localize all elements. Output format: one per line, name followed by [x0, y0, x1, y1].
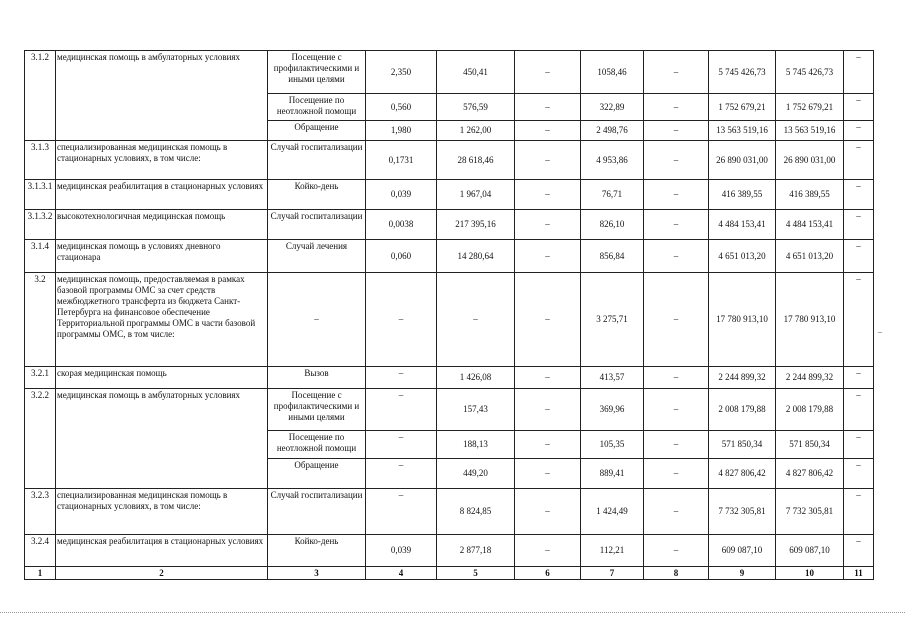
cell-c11: –	[844, 121, 874, 141]
table-row	[25, 141, 874, 180]
row-unit: Случай госпитализации	[268, 141, 366, 180]
cell-c10: 4 484 153,41	[776, 210, 844, 240]
cell-c4: –	[366, 459, 437, 489]
table-row	[25, 367, 874, 389]
cell-c4: 1,980	[366, 121, 437, 141]
cell-c6: –	[515, 121, 581, 141]
cell-c8: –	[644, 459, 709, 489]
row-unit: –	[268, 273, 366, 367]
row-unit: Случай госпитализации	[268, 210, 366, 240]
cell-c11: –	[844, 535, 874, 567]
cell-c5: 1 426,08	[437, 367, 515, 389]
row-number: 3.2.4	[25, 535, 56, 567]
cell-c4: –	[366, 431, 437, 459]
cell-c5: 157,43	[437, 389, 515, 431]
cell-c10: 4 651 013,20	[776, 240, 844, 273]
row-number: 3.2.2	[25, 389, 56, 489]
row-unit: Койко-день	[268, 180, 366, 210]
cell-c11: –	[844, 210, 874, 240]
cell-c10: 4 827 806,42	[776, 459, 844, 489]
cell-c8: –	[644, 273, 709, 367]
cell-c10: 571 850,34	[776, 431, 844, 459]
cell-c8: –	[644, 389, 709, 431]
cell-c9: 7 732 305,81	[709, 489, 776, 535]
cell-c5: 449,20	[437, 459, 515, 489]
cell-c4: 0,1731	[366, 141, 437, 180]
cell-c9: 26 890 031,00	[709, 141, 776, 180]
row-unit: Случай лечения	[268, 240, 366, 273]
cell-c5: –	[437, 273, 515, 367]
column-number: 3	[268, 567, 366, 580]
cell-c11: –	[844, 431, 874, 459]
cell-c7: 2 498,76	[581, 121, 644, 141]
cell-c7: 856,84	[581, 240, 644, 273]
table-row	[25, 240, 874, 273]
cell-c4: –	[366, 489, 437, 535]
row-name: медицинская реабилитация в стационарных условиях	[56, 535, 268, 567]
cell-c7: 826,10	[581, 210, 644, 240]
cell-c6: –	[515, 459, 581, 489]
cell-c8: –	[644, 180, 709, 210]
table-row	[25, 180, 874, 210]
column-number: 9	[709, 567, 776, 580]
cell-c4: 2,350	[366, 51, 437, 94]
cell-c6: –	[515, 180, 581, 210]
row-name: медицинская помощь в амбулаторных условиях	[56, 389, 268, 489]
cell-c4: –	[366, 367, 437, 389]
cell-c5: 217 395,16	[437, 210, 515, 240]
cell-c4: 0,0038	[366, 210, 437, 240]
cell-c5: 188,13	[437, 431, 515, 459]
row-unit: Посещение по неотложной помощи	[268, 94, 366, 121]
cell-c9: 416 389,55	[709, 180, 776, 210]
row-unit: Обращение	[268, 459, 366, 489]
row-unit: Вызов	[268, 367, 366, 389]
row-name: высокотехнологичная медицинская помощь	[56, 210, 268, 240]
row-number: 3.2	[25, 273, 56, 367]
cell-c7: 112,21	[581, 535, 644, 567]
cell-c11: –	[844, 389, 874, 431]
table-row	[25, 51, 874, 94]
cell-c4: 0,560	[366, 94, 437, 121]
cell-c6: –	[515, 489, 581, 535]
cell-c10: 7 732 305,81	[776, 489, 844, 535]
cell-c7: 369,96	[581, 389, 644, 431]
cell-c9: 4 484 153,41	[709, 210, 776, 240]
row-number: 3.1.4	[25, 240, 56, 273]
cell-c9: 609 087,10	[709, 535, 776, 567]
data-table	[24, 50, 874, 580]
cell-c11: –	[844, 141, 874, 180]
cell-c6: –	[515, 94, 581, 121]
cell-c9: 2 008 179,88	[709, 389, 776, 431]
cell-c8: –	[644, 240, 709, 273]
cell-c7: 322,89	[581, 94, 644, 121]
row-unit: Случай госпитализации	[268, 489, 366, 535]
row-name: медицинская помощь в условиях дневного стационара	[56, 240, 268, 273]
cell-c6: –	[515, 240, 581, 273]
cell-c5: 28 618,46	[437, 141, 515, 180]
cell-c6: –	[515, 273, 581, 367]
cell-c10: 2 008 179,88	[776, 389, 844, 431]
column-number: 11	[844, 567, 874, 580]
row-number: 3.2.3	[25, 489, 56, 535]
cell-c8: –	[644, 431, 709, 459]
cell-c10: 26 890 031,00	[776, 141, 844, 180]
cell-c9: 1 752 679,21	[709, 94, 776, 121]
column-number: 1	[25, 567, 56, 580]
cell-c9: 13 563 519,16	[709, 121, 776, 141]
row-name: медицинская помощь в амбулаторных условиях	[56, 51, 268, 141]
row-number: 3.1.2	[25, 51, 56, 141]
cell-c7: 1058,46	[581, 51, 644, 94]
row-name: специализированная медицинская помощь в стационарных условиях, в том числе:	[56, 141, 268, 180]
row-name: медицинская реабилитация в стационарных условиях	[56, 180, 268, 210]
cell-c4: –	[366, 389, 437, 431]
cell-c8: –	[644, 210, 709, 240]
cell-c8: –	[644, 535, 709, 567]
cell-c10: 1 752 679,21	[776, 94, 844, 121]
cell-c4: 0,039	[366, 535, 437, 567]
row-name: специализированная медицинская помощь в стационарных условиях, в том числе:	[56, 489, 268, 535]
column-number: 2	[56, 567, 268, 580]
cell-c11: –	[844, 459, 874, 489]
cell-c4: –	[366, 273, 437, 367]
page-edge-line	[0, 612, 905, 613]
cell-c7: 413,57	[581, 367, 644, 389]
cell-c6: –	[515, 367, 581, 389]
cell-c5: 1 262,00	[437, 121, 515, 141]
margin-mark: –	[878, 327, 882, 336]
cell-c6: –	[515, 389, 581, 431]
cell-c10: 416 389,55	[776, 180, 844, 210]
table-row	[25, 489, 874, 535]
cell-c9: 2 244 899,32	[709, 367, 776, 389]
table-row	[25, 210, 874, 240]
cell-c11: –	[844, 240, 874, 273]
cell-c11: –	[844, 51, 874, 94]
column-number: 4	[366, 567, 437, 580]
cell-c10: 13 563 519,16	[776, 121, 844, 141]
cell-c10: 609 087,10	[776, 535, 844, 567]
cell-c10: 2 244 899,32	[776, 367, 844, 389]
cell-c6: –	[515, 431, 581, 459]
column-number: 5	[437, 567, 515, 580]
table-row	[25, 273, 874, 367]
cell-c6: –	[515, 141, 581, 180]
row-unit: Обращение	[268, 121, 366, 141]
row-unit: Койко-день	[268, 535, 366, 567]
column-number: 10	[776, 567, 844, 580]
cell-c6: –	[515, 51, 581, 94]
cell-c11: –	[844, 94, 874, 121]
cell-c5: 8 824,85	[437, 489, 515, 535]
cell-c5: 576,59	[437, 94, 515, 121]
cell-c8: –	[644, 367, 709, 389]
cell-c7: 4 953,86	[581, 141, 644, 180]
row-unit: Посещение с профилактическими и иными целями	[268, 51, 366, 94]
table-row	[25, 535, 874, 567]
cell-c10: 5 745 426,73	[776, 51, 844, 94]
row-name: медицинская помощь, предоставляемая в рамках базовой программы ОМС за счет средств межбюджетного трансферта из бюджета Санкт-Петербурга на финансовое обеспечение Территориальной программы ОМС в части базовой программы ОМС, в том числе:	[56, 273, 268, 367]
column-number: 6	[515, 567, 581, 580]
column-number: 8	[644, 567, 709, 580]
cell-c9: 4 651 013,20	[709, 240, 776, 273]
column-number-row	[25, 567, 874, 580]
cell-c5: 2 877,18	[437, 535, 515, 567]
cell-c11: –	[844, 273, 874, 367]
cell-c9: 17 780 913,10	[709, 273, 776, 367]
cell-c7: 3 275,71	[581, 273, 644, 367]
cell-c11: –	[844, 367, 874, 389]
cell-c6: –	[515, 210, 581, 240]
cell-c4: 0,039	[366, 180, 437, 210]
row-name: скорая медицинская помощь	[56, 367, 268, 389]
cell-c8: –	[644, 94, 709, 121]
table-row	[25, 389, 874, 431]
cell-c5: 14 280,64	[437, 240, 515, 273]
cell-c7: 105,35	[581, 431, 644, 459]
cell-c8: –	[644, 141, 709, 180]
cell-c7: 889,41	[581, 459, 644, 489]
cell-c9: 5 745 426,73	[709, 51, 776, 94]
cell-c9: 571 850,34	[709, 431, 776, 459]
cell-c11: –	[844, 180, 874, 210]
row-number: 3.2.1	[25, 367, 56, 389]
cell-c8: –	[644, 489, 709, 535]
cell-c6: –	[515, 535, 581, 567]
cell-c11: –	[844, 489, 874, 535]
cell-c9: 4 827 806,42	[709, 459, 776, 489]
row-unit: Посещение по неотложной помощи	[268, 431, 366, 459]
cell-c7: 76,71	[581, 180, 644, 210]
row-unit: Посещение с профилактическими и иными целями	[268, 389, 366, 431]
row-number: 3.1.3	[25, 141, 56, 180]
cell-c7: 1 424,49	[581, 489, 644, 535]
row-number: 3.1.3.2	[25, 210, 56, 240]
cell-c10: 17 780 913,10	[776, 273, 844, 367]
cell-c4: 0,060	[366, 240, 437, 273]
column-number: 7	[581, 567, 644, 580]
cell-c8: –	[644, 121, 709, 141]
cell-c5: 1 967,04	[437, 180, 515, 210]
cell-c5: 450,41	[437, 51, 515, 94]
row-number: 3.1.3.1	[25, 180, 56, 210]
cell-c8: –	[644, 51, 709, 94]
